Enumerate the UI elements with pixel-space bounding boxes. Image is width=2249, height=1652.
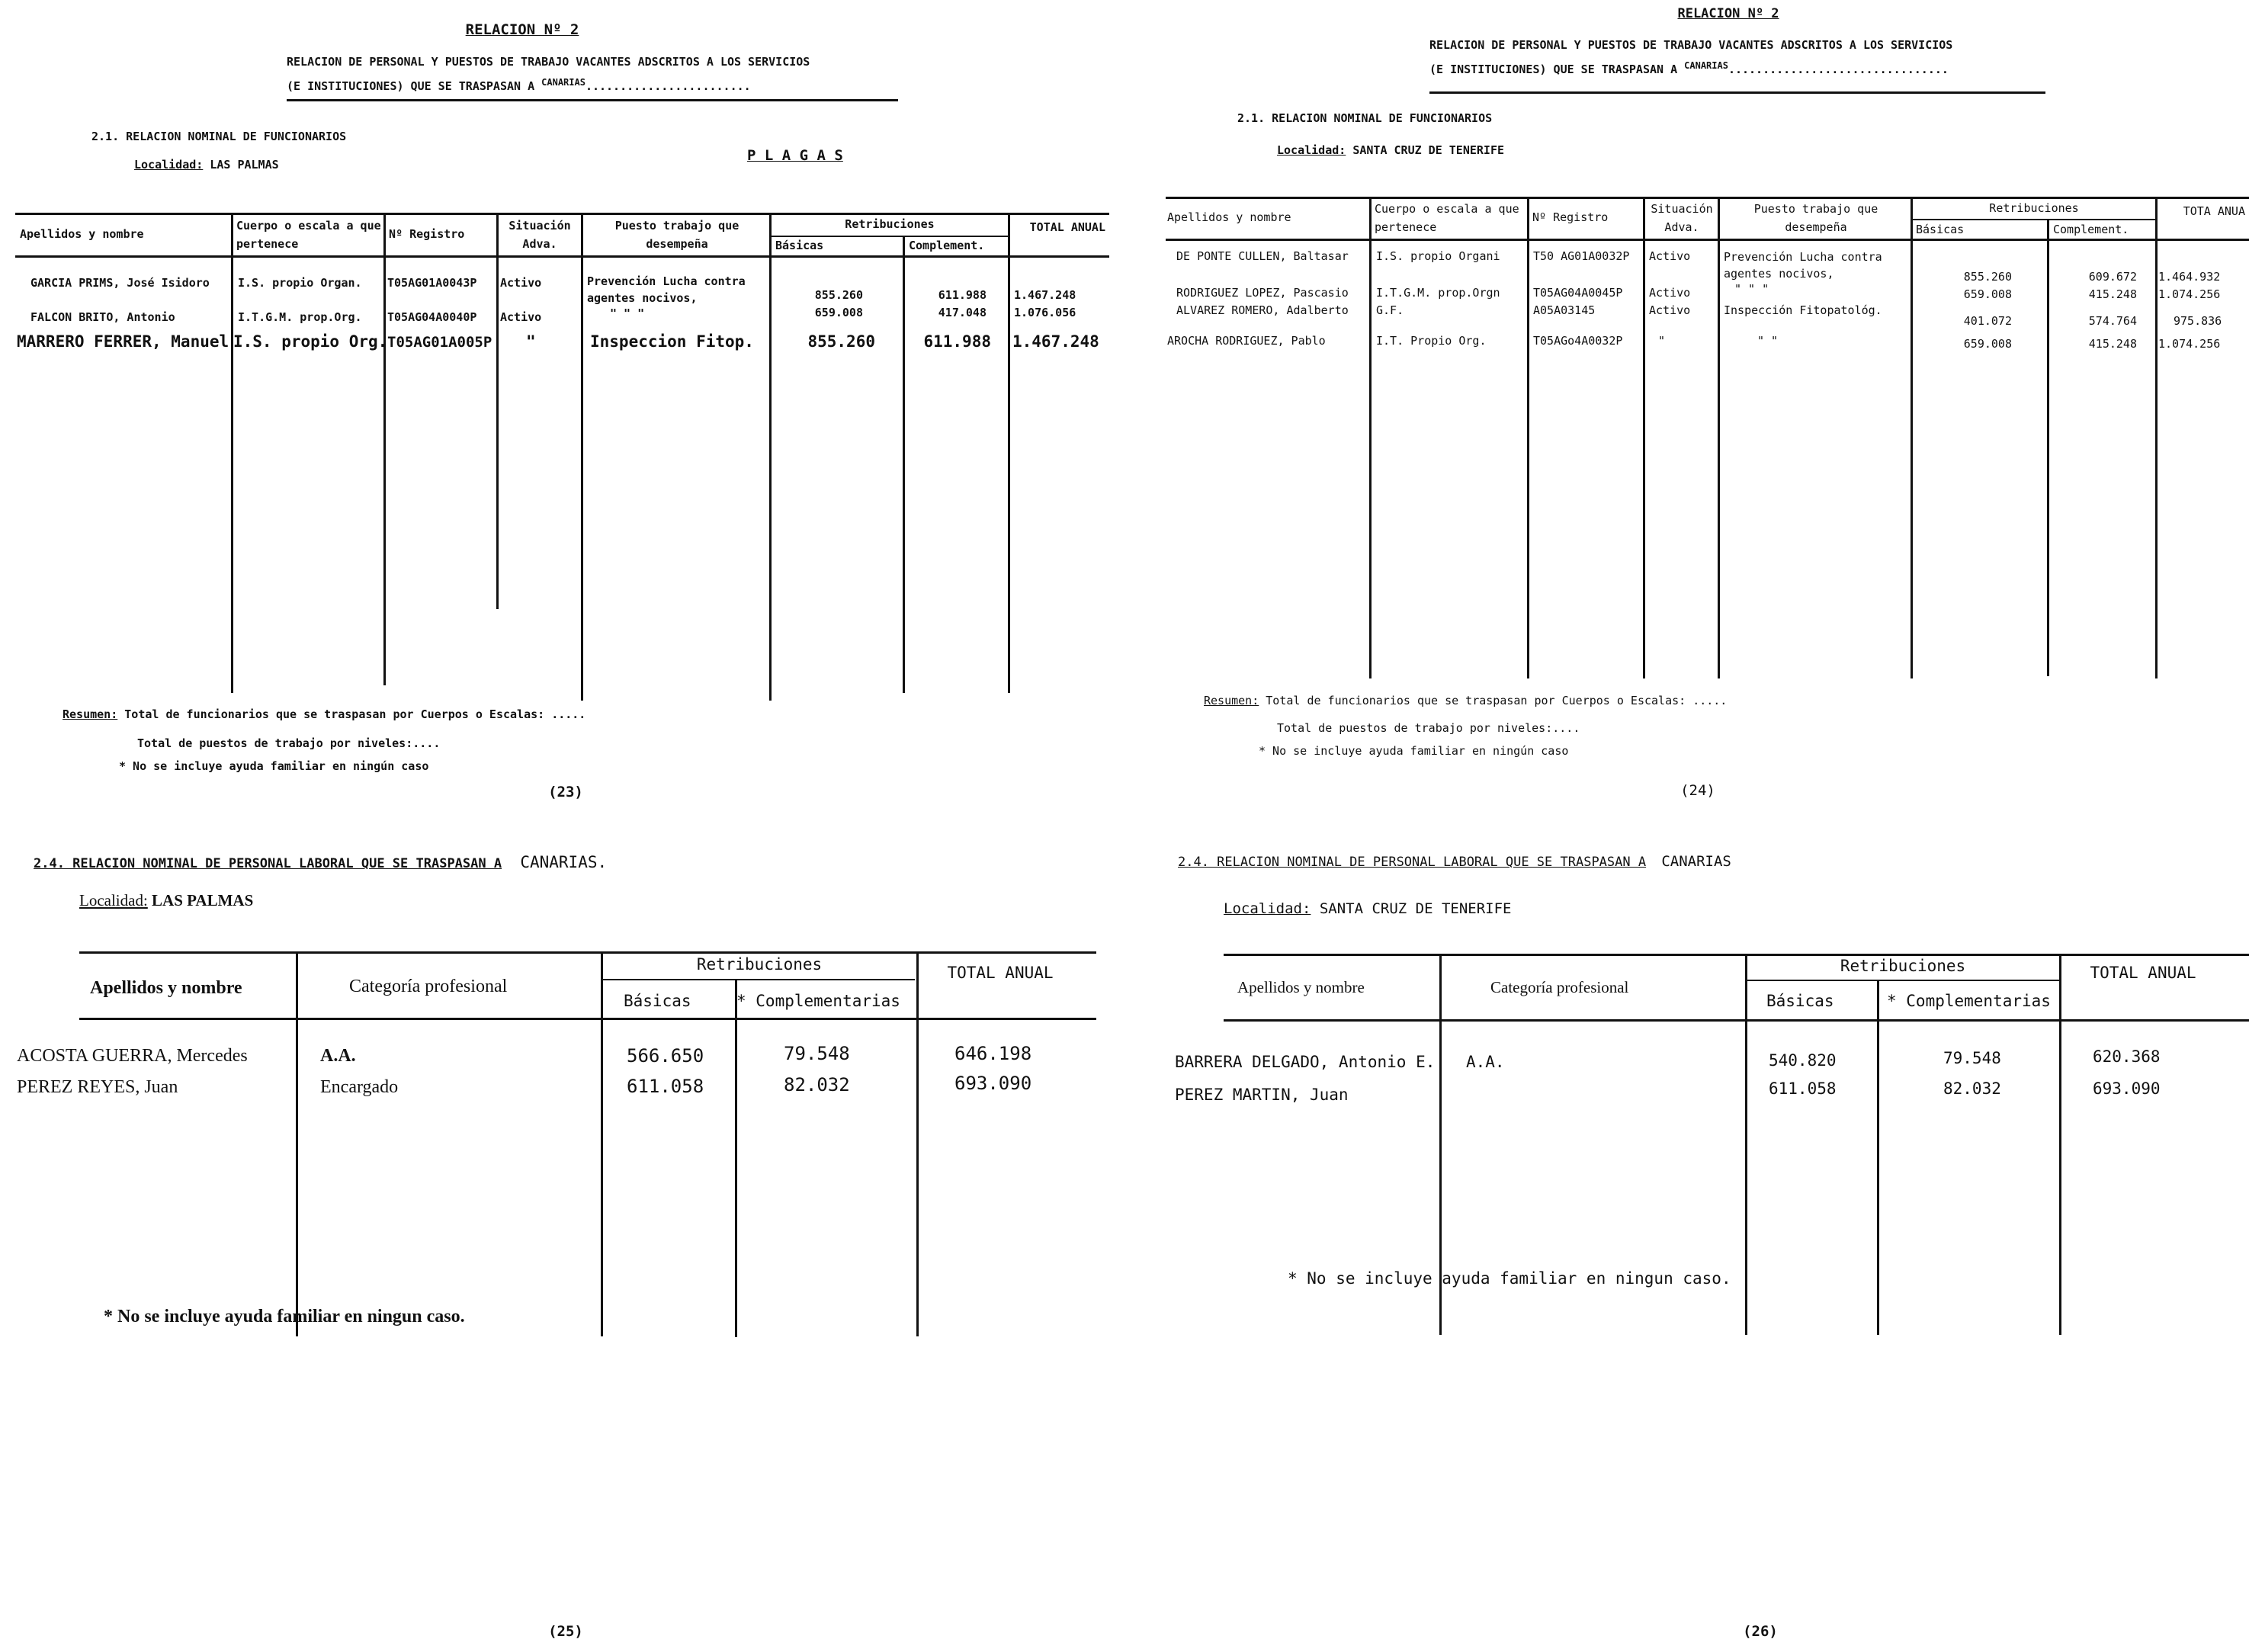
header-total: TOTAL ANUAL: [1029, 220, 1105, 234]
cell-registry: T05AG04A0045P: [1533, 286, 1623, 300]
header-complement: Complement.: [2053, 223, 2129, 236]
cell-name: GARCIA PRIMS, José Isidoro: [30, 276, 210, 290]
header-total: TOTA ANUA: [2183, 204, 2245, 218]
cell-status: ": [526, 332, 536, 351]
col-divider: [769, 213, 772, 701]
cell-basic: 540.820: [1769, 1051, 1837, 1070]
summary-text: Total de funcionarios que se traspasan por Cuerpos o Escalas: .....: [1266, 694, 1728, 707]
cell-name: ALVAREZ ROMERO, Adalberto: [1176, 303, 1349, 317]
header-retributions: Retribuciones: [1989, 201, 2079, 215]
cell-name: AROCHA RODRIGUEZ, Pablo: [1167, 334, 1326, 348]
cell-status: ": [1658, 334, 1666, 348]
header-retributions: Retribuciones: [845, 217, 935, 231]
cell-body: I.T.G.M. prop.Org.: [238, 310, 362, 324]
header-registry: Nº Registro: [389, 227, 465, 241]
table-top-rule: [1166, 197, 2249, 199]
summary-label: Resumen:: [63, 707, 118, 721]
page-number: (25): [548, 1623, 583, 1640]
header-job: Puesto trabajo que desempeña: [614, 219, 740, 251]
col-divider: [1527, 197, 1529, 678]
footnote: * No se incluye ayuda familiar en ningun caso.: [1288, 1269, 1731, 1288]
cell-job: Inspeccion Fitop.: [590, 332, 754, 351]
section-title: 2.1. RELACION NOMINAL DE FUNCIONARIOS: [91, 130, 347, 143]
heading-rule: [287, 99, 898, 101]
cell-body: I.S. propio Organi: [1376, 249, 1500, 263]
cell-name: MARRERO FERRER, Manuel: [17, 332, 229, 351]
header-name: Apellidos y nombre: [1167, 210, 1291, 224]
locality-value: SANTA CRUZ DE TENERIFE: [1319, 900, 1512, 917]
cell-status: Activo: [1649, 249, 1691, 263]
report-heading-line-2: [1429, 60, 1949, 76]
table-header-rule: [1166, 239, 2249, 241]
header-category: Categoría profesional: [1490, 978, 1629, 996]
retrib-sub-rule: [602, 979, 915, 980]
col-divider: [1745, 954, 1747, 1335]
locality-label: Localidad:: [1277, 143, 1346, 157]
cell-category: Encargado: [320, 1077, 399, 1097]
summary-line-2: Total de puestos de trabajo por niveles:....: [137, 736, 441, 750]
heading-destination: CANARIAS: [541, 77, 586, 88]
cell-name: FALCON BRITO, Antonio: [30, 310, 175, 324]
cell-total: 693.090: [954, 1073, 1032, 1094]
table-top-rule: [15, 213, 1109, 215]
cell-category: A.A.: [320, 1046, 356, 1066]
report-heading-line-1: RELACION DE PERSONAL Y PUESTOS DE TRABAJO VACANTES ADSCRITOS A LOS SERVICIOS: [287, 55, 810, 69]
cell-body: I.S. propio Organ.: [238, 276, 362, 290]
header-retributions: Retribuciones: [1840, 957, 1966, 975]
header-status: Situación Adva.: [1651, 202, 1713, 234]
header-name: Apellidos y nombre: [1237, 978, 1365, 996]
page-24: [1124, 0, 2249, 826]
cell-basic: 855.260: [807, 332, 875, 351]
cell-body: I.S. propio Org.: [233, 332, 388, 351]
locality: [1277, 143, 1504, 157]
summary-note: * No se incluye ayuda familiar en ningún caso: [1259, 744, 1569, 758]
cell-registry: T50 AG01A0032P: [1533, 249, 1630, 263]
locality-value: LAS PALMAS: [210, 158, 279, 172]
cell-job: Prevención Lucha contra agentes nocivos,: [1724, 250, 1882, 281]
col-divider: [2059, 954, 2061, 1335]
locality-value: LAS PALMAS: [152, 891, 254, 909]
locality-label: Localidad:: [134, 158, 204, 172]
cell-basic: 659.008: [814, 306, 863, 319]
cell-complement: 574.764: [2088, 314, 2137, 328]
cell-body: G.F.: [1376, 303, 1404, 317]
col-divider: [231, 213, 233, 693]
header-total: TOTAL ANUAL: [947, 964, 1054, 982]
header-name: Apellidos y nombre: [90, 978, 242, 998]
section-text: 2.4. RELACION NOMINAL DE PERSONAL LABORAL QUE SE TRASPASAN A: [34, 856, 502, 871]
col-divider: [296, 951, 298, 1336]
cell-basic: 611.058: [1769, 1079, 1837, 1098]
cell-registry: A05A03145: [1533, 303, 1596, 317]
col-divider: [2155, 197, 2158, 678]
col-divider: [1008, 213, 1010, 693]
cell-job: " " ": [610, 306, 645, 320]
header-job: Puesto trabajo que desempeña: [1753, 202, 1878, 234]
locality: [1224, 900, 1512, 917]
col-divider: [735, 979, 737, 1337]
col-divider: [1911, 197, 1913, 678]
col-divider: [1643, 197, 1645, 678]
cell-total: 1.467.248: [1014, 288, 1076, 302]
report-title: RELACION Nº 2: [1677, 6, 1779, 21]
header-basic: Básicas: [775, 239, 824, 252]
cell-status: Activo: [500, 310, 542, 324]
cell-registry: T05AG01A005P: [387, 334, 492, 351]
heading-dots: ................................: [1728, 63, 1949, 76]
summary-line-2: Total de puestos de trabajo por niveles:....: [1277, 721, 1580, 735]
cell-status: Activo: [1649, 303, 1691, 317]
subject-label: P L A G A S: [747, 147, 843, 164]
section-destination: CANARIAS.: [520, 853, 608, 871]
cell-basic: 401.072: [1963, 314, 2012, 328]
header-basic: Básicas: [624, 992, 691, 1010]
col-divider: [1718, 197, 1720, 678]
cell-basic: 611.058: [627, 1076, 704, 1097]
section-text: 2.4. RELACION NOMINAL DE PERSONAL LABORAL QUE SE TRASPASAN A: [1178, 855, 1647, 870]
col-divider: [1369, 197, 1372, 678]
header-total: TOTAL ANUAL: [2090, 964, 2196, 982]
cell-name: ACOSTA GUERRA, Mercedes: [17, 1046, 248, 1066]
cell-name: PEREZ MARTIN, Juan: [1175, 1086, 1349, 1104]
cell-total: 1.074.256: [2158, 337, 2221, 351]
cell-total: 1.074.256: [2158, 287, 2221, 301]
cell-job: " ": [1757, 334, 1779, 348]
cell-status: Activo: [500, 276, 542, 290]
page-26: [1124, 826, 2249, 1652]
header-body: Cuerpo o escala a que pertenece: [236, 219, 381, 251]
header-basic: Básicas: [1916, 223, 1965, 236]
cell-basic: 659.008: [1963, 287, 2012, 301]
cell-complement: 611.988: [923, 332, 991, 351]
locality-label: Localidad:: [1224, 900, 1311, 917]
cell-complement: 609.672: [2088, 270, 2137, 284]
page-25: [0, 826, 1124, 1652]
summary-note: * No se incluye ayuda familiar en ningún caso: [119, 759, 429, 773]
cell-name: DE PONTE CULLEN, Baltasar: [1176, 249, 1349, 263]
summary-line-1: [1204, 694, 1727, 707]
header-basic: Básicas: [1766, 992, 1834, 1010]
cell-category: A.A.: [1466, 1053, 1505, 1071]
footnote: * No se incluye ayuda familiar en ningun caso.: [104, 1307, 465, 1326]
heading-text: (E INSTITUCIONES) QUE SE TRASPASAN A: [1429, 63, 1678, 76]
section-title: [1178, 853, 1731, 870]
cell-total: 620.368: [2093, 1047, 2161, 1066]
header-category: Categoría profesional: [349, 977, 508, 996]
table-header-rule: [79, 1018, 1096, 1020]
header-registry: Nº Registro: [1532, 210, 1609, 224]
cell-complement: 82.032: [1943, 1079, 2001, 1098]
cell-name: PEREZ REYES, Juan: [17, 1077, 178, 1097]
cell-name: BARRERA DELGADO, Antonio E.: [1175, 1053, 1436, 1071]
section-title: [34, 853, 607, 871]
header-status: Situación Adva.: [509, 219, 571, 251]
cell-complement: 611.988: [938, 288, 987, 302]
page-23: [0, 0, 1124, 826]
table-top-rule: [1224, 954, 2249, 956]
locality-label: Localidad:: [79, 891, 148, 909]
summary-label: Resumen:: [1204, 694, 1259, 707]
table-header-rule: [1224, 1019, 2249, 1022]
section-title: 2.1. RELACION NOMINAL DE FUNCIONARIOS: [1237, 111, 1493, 125]
col-divider: [496, 213, 499, 609]
summary-text: Total de funcionarios que se traspasan por Cuerpos o Escalas: .....: [124, 707, 586, 721]
cell-body: I.T.G.M. prop.Orgn: [1376, 286, 1500, 300]
cell-body: I.T. Propio Org.: [1376, 334, 1487, 348]
cell-job: Prevención Lucha contra agentes nocivos,: [587, 274, 746, 305]
cell-name: RODRIGUEZ LOPEZ, Pascasio: [1176, 286, 1349, 300]
report-heading-line-1: RELACION DE PERSONAL Y PUESTOS DE TRABAJO VACANTES ADSCRITOS A LOS SERVICIOS: [1429, 38, 1953, 52]
cell-complement: 417.048: [938, 306, 987, 319]
cell-total: 646.198: [954, 1043, 1032, 1064]
cell-basic: 566.650: [627, 1045, 704, 1067]
heading-destination: CANARIAS: [1684, 60, 1728, 71]
page-number: (23): [548, 784, 583, 800]
cell-total: 1.464.932: [2158, 270, 2221, 284]
header-name: Apellidos y nombre: [20, 227, 144, 241]
locality-value: SANTA CRUZ DE TENERIFE: [1352, 143, 1505, 157]
cell-basic: 855.260: [1963, 270, 2012, 284]
cell-complement: 415.248: [2088, 287, 2137, 301]
col-divider: [581, 213, 583, 701]
summary-line-1: [63, 707, 586, 721]
header-complement: * Complementarias: [736, 992, 900, 1010]
locality: [134, 158, 279, 172]
locality: [79, 891, 253, 910]
cell-total: 693.090: [2093, 1079, 2161, 1098]
cell-total: 975.836: [2174, 314, 2222, 328]
cell-complement: 79.548: [784, 1043, 850, 1064]
col-divider: [601, 951, 603, 1336]
col-divider: [1877, 980, 1879, 1335]
cell-total: 1.467.248: [1012, 332, 1099, 351]
cell-registry: T05AG01A0043P: [387, 276, 477, 290]
cell-job: Inspección Fitopatológ.: [1724, 303, 1882, 317]
header-complement: * Complementarias: [1887, 992, 2051, 1010]
header-body: Cuerpo o escala a que pertenece: [1375, 202, 1519, 234]
retrib-sub-rule: [772, 236, 1008, 237]
cell-basic: 855.260: [814, 288, 863, 302]
cell-complement: 82.032: [784, 1074, 850, 1095]
page-number: (26): [1743, 1623, 1778, 1640]
report-title: RELACION Nº 2: [465, 21, 579, 38]
cell-complement: 79.548: [1943, 1049, 2001, 1067]
retrib-sub-rule: [1912, 219, 2155, 220]
report-heading-line-2: [287, 79, 751, 93]
cell-registry: T05AGo4A0032P: [1533, 334, 1623, 348]
table-header-rule: [15, 255, 1109, 258]
heading-text: (E INSTITUCIONES) QUE SE TRASPASAN A: [287, 79, 535, 93]
section-destination: CANARIAS: [1661, 853, 1731, 870]
cell-job: " " ": [1734, 282, 1769, 296]
heading-rule: [1429, 91, 2045, 94]
col-divider: [903, 236, 905, 693]
heading-dots: ........................: [585, 79, 751, 93]
page-number: (24): [1680, 782, 1715, 799]
table-top-rule: [79, 951, 1096, 954]
header-retributions: Retribuciones: [696, 955, 823, 974]
cell-status: Activo: [1649, 286, 1691, 300]
header-complement: Complement.: [909, 239, 985, 252]
cell-complement: 415.248: [2088, 337, 2137, 351]
cell-basic: 659.008: [1963, 337, 2012, 351]
cell-registry: T05AG04A0040P: [387, 310, 477, 324]
col-divider: [916, 951, 919, 1336]
cell-total: 1.076.056: [1014, 306, 1076, 319]
retrib-sub-rule: [1747, 980, 2059, 981]
col-divider: [383, 213, 386, 685]
